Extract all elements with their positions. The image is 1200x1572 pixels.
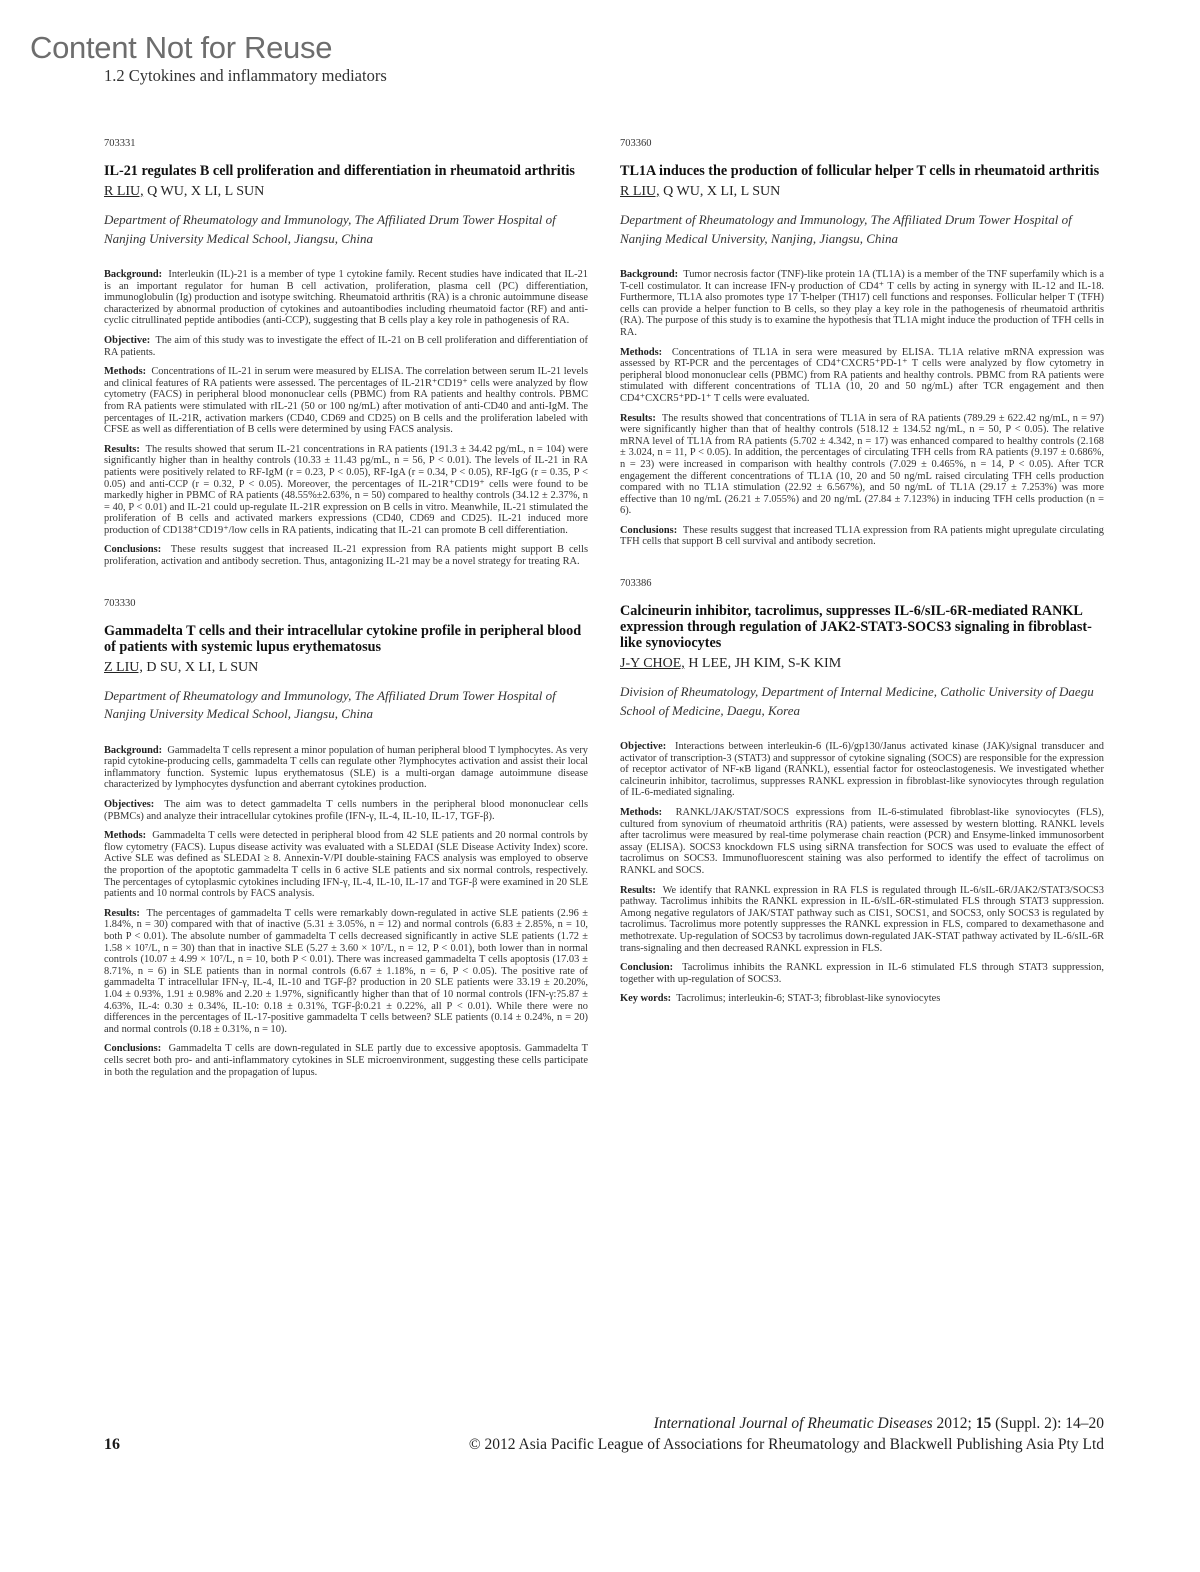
presenting-author: Z LIU,	[104, 659, 143, 675]
co-authors: D SU, X LI, L SUN	[142, 659, 259, 675]
paragraph-conclusions: Conclusions: Gammadelta T cells are down-regulated in SLE partly due to excessive apoptosis. Gammadelta T cells secret both pro- and anti-inflammatory cytokines in SLE microenvironment, suggesting these cells participate in both the regulation and the propagation of lupus.	[104, 1043, 588, 1078]
abstract-authors	[104, 660, 588, 676]
section-header: 1.2 Cytokines and inflammatory mediators	[104, 66, 387, 85]
abstract-title: IL-21 regulates B cell proliferation and differentiation in rheumatoid arthritis	[104, 163, 575, 179]
paragraph-objectives: Objectives: The aim was to detect gammadelta T cells numbers in the peripheral blood mononuclear cells (PBMCs) and analyze their intracellular cytokines profile (IFN-γ, IL-4, IL-10, IL-17, TGF-β).	[104, 799, 588, 822]
watermark: Content Not for Reuse	[30, 30, 333, 65]
paragraph-conclusion: Conclusion: Tacrolimus inhibits the RANKL expression in IL-6 stimulated FLS through STAT3 suppression, together with up-regulation of SOCS3.	[620, 962, 1105, 985]
right-column	[620, 138, 1104, 1013]
paragraph-results: Results: The results showed that concentrations of TL1A in sera of RA patients (789.29 ± 622.42 ng/mL, n = 97) were significantly higher than that of healthy controls (518.12 ± 134.52 ng/mL, n = 50, P < 0.05). The relative mRNA level of TL1A from RA patients (5.702 ± 4.342, n = 17) was enhanced compared to healthy controls (2.168 ± 3.024, n = 11, P < 0.05). In addition, the percentages of circulating TFH cells from RA patients (9.197 ± 0.686%, n = 23) were increased in comparison with healthy controls (7.029 ± 0.465%, n = 14, P < 0.05). After TCR engagement the different concentrations of TL1A (10, 20 and 50 ng/mL raised circulating TFH cells production compared with no TL1A stimulation (22.92 ± 6.567%), and 50 ng/mL of TL1A (29.17 ± 7.253%) was more effective than 10 ng/mL (26.21 ± 7.055%) and 20 ng/mL (27.84 ± 7.123%) in inducing TFH cells production (n = 6).	[620, 412, 1104, 517]
presenting-author: R LIU,	[104, 184, 144, 199]
co-authors: Q WU, X LI, L SUN	[659, 184, 781, 199]
paragraph-conclusions: Conclusions: These results suggest that increased TL1A expression from RA patients might upregulate circulating TFH cells that support B cell survival and antibody secretion.	[620, 524, 1104, 548]
paragraph-background: Background: Gammadelta T cells represent a minor population of human peripheral blood T lymphocytes. As very rapid cytokine-producing cells, gammadelta T cells can regulate other ?lymphocytes activation and assist their local inflammatory function. Systemic lupus erythematosus (SLE) is a multi-organ damage autoimmune disease characterized by lymphocytes dysfunction and aberrant cytokines production.	[104, 744, 588, 791]
paragraph-conclusions: Conclusions: These results suggest that increased IL-21 expression from RA patients might support B cells proliferation, activation and antibody secretion. Thus, antagonizing IL-21 may be a novel strategy for treating RA.	[104, 544, 588, 568]
paragraph-results: Results: The percentages of gammadelta T cells were remarkably down-regulated in active SLE patients (2.96 ± 1.84%, n = 30) compared with that of inactive (5.31 ± 3.05%, n = 12) and normal controls (6.83 ± 2.85%, n = 10, both P < 0.01). The absolute number of gammadelta T cells decreased significantly in active SLE patients (1.72 ± 1.58 × 10⁷/L, n = 30) than that in inactive SLE (5.27 ± 3.60 × 10⁷/L, n = 12, P < 0.01), both lower than in normal controls (10.07 ± 4.99 × 10⁷/L, n = 10, both P < 0.01). There was increased gammadelta T cells apoptosis (17.03 ± 8.71%, n = 6) in SLE patients than in normal controls (6.67 ± 1.18%, n = 6, P < 0.05). The positive rate of gammadelta T intracellular IFN-γ, IL-4, IL-10 and TGF-β? production in 20 SLE patients were 33.19 ± 20.20%, 1.04 ± 0.93%, 1.91 ± 0.98% and 2.20 ± 1.97%, significantly higher than that of 10 normal controls (IFN-γ:?5.87 ± 4.63%, IL-4: 0.30 ± 0.34%, IL-10: 0.18 ± 0.31%, TGF-β:0.21 ± 0.22%, all P < 0.01). While there were no differences in the percentages of IL-17-positive gammadelta T cells between? SLE patients (0.14 ± 0.24%, n = 20) and normal controls (0.18 ± 0.31%, n = 10).	[104, 907, 589, 1035]
paragraph-background: Background: Tumor necrosis factor (TNF)-like protein 1A (TL1A) is a member of the TNF superfamily which is a T-cell costimulator. It can increase IFN-γ production of CD4⁺ T cells by acting in synergy with IL-12 and IL-18. Furthermore, TL1A also promotes type 17 T-helper (TH17) cell functions and responses. Follicular helper T (TFH) cells can provide a helper function to B cells, so they play a key role in the pathogenesis of rheumatoid arthritis (RA). The purpose of this study is to examine the hypothesis that TL1A might induce the production of TFH cells in RA.	[620, 269, 1105, 338]
paragraph-results: Results: The results showed that serum IL-21 concentrations in RA patients (191.3 ± 34.42 pg/mL, n = 104) were significantly higher than in healthy controls (10.33 ± 11.43 pg/mL, n = 56, P < 0.01). The levels of IL-21 in RA patients were positively related to RF-IgM (r = 0.23, P < 0.05), RF-IgA (r = 0.34, P < 0.05), RF-IgG (r = 0.35, P < 0.05) and anti-CCP (r = 0.32, P < 0.05). Moreover, the percentages of IL-21R⁺CD19⁺ cells were found to be markedly higher in PBMC of RA patients (48.55%±2.63%, n = 50) compared to healthy controls (34.12 ± 2.37%, n = 40, P < 0.01) and IL-21 could up-regulate IL-21R expression on B cells in vitro. Meanwhile, IL-21 stimulated the proliferation of B cells and activated markers expressions (CD40, CD69 and CD25). IL-21 induced more production of CD138⁺CD19⁺/low cells in RA patients, indicating that IL-21 can promote B cell differentiation.	[104, 443, 588, 536]
abstract-authors	[104, 184, 588, 200]
paragraph-objective: Objective: The aim of this study was to investigate the effect of IL-21 on B cell proliferation and differentiation of RA patients.	[104, 334, 589, 358]
paragraph-methods: Methods: Gammadelta T cells were detected in peripheral blood from 42 SLE patients and 20 normal controls by flow cytometry (FACS). Lupus disease activity was evaluated with a SLEDAI (SLE Disease Activity Index) score. Active SLE was defined as SLEDAI ≥ 8. Annexin-V/PI double-staining FACS analysis was employed to observe the proportion of the apoptotic gammadelta T cells in 6 active SLE patients and six normal controls, respectively. The percentages of cytoplasmic cytokines including IFN-γ, IL-4, IL-10, IL-17 and TGF-β were examined in 20 SLE patients and 10 normal controls by FACS analysis.	[104, 830, 588, 900]
page-number: 16	[104, 1436, 120, 1453]
abstract-affiliation: Department of Rheumatology and Immunology, The Affiliated Drum Tower Hospital of Nanjing Medical University, Nanjing, Jiangsu, China	[620, 212, 1072, 246]
co-authors: H LEE, JH KIM, S-K KIM	[684, 656, 842, 672]
co-authors: Q WU, X LI, L SUN	[143, 184, 265, 199]
abstract-id: 703330	[104, 597, 136, 609]
abstract-authors	[620, 656, 1104, 672]
abstract-id: 703360	[620, 138, 652, 149]
paragraph-methods: Methods: RANKL/JAK/STAT/SOCS expressions from IL-6-stimulated fibroblast-like synoviocytes (FLS), cultured from synovium of rheumatoid arthritis (RA) patients, were assessed by western blotting. RANKL levels after tacrolimus were measured by real-time polymerase chain reaction (PCR) and Ensyme-linked immunosorbent assay (ELISA). SOCS3 knockdown FLS using siRNA transfection for SOCS was used to evaluate the effect of tacrolimus on SOCS3. Immunofluorescent staining was also performed to identify the effect of tacrolimus on RANKL and SOCS.	[620, 807, 1104, 876]
abstract-title: Gammadelta T cells and their intracellular cytokine profile in peripheral blood of patients with systemic lupus erythematosus	[104, 622, 582, 655]
abstract-703330	[104, 598, 588, 1078]
abstract-affiliation: Department of Rheumatology and Immunology, The Affiliated Drum Tower Hospital of Nanjing University Medical School, Jiangsu, China	[104, 212, 556, 246]
abstract-title: Calcineurin inhibitor, tacrolimus, suppresses IL-6/sIL-6R-mediated RANKL expression through regulation of JAK2-STAT3-SOCS3 signaling in fibroblast-like synoviocytes	[620, 603, 1092, 652]
journal-citation: International Journal of Rheumatic Diseases 2012; 15 (Suppl. 2): 14–20	[653, 1415, 1104, 1432]
abstract-id: 703331	[104, 138, 136, 149]
presenting-author: J-Y CHOE,	[620, 656, 685, 672]
left-column	[104, 138, 588, 1086]
paragraph-methods: Methods: Concentrations of IL-21 in serum were measured by ELISA. The correlation between serum IL-21 levels and clinical features of RA patients were assessed. The percentages of IL-21R⁺CD19⁺ cells were analyzed by flow cytometry (FACS) in peripheral blood mononuclear cells (PBMC) from RA patients and healthy controls. PBMC from RA patients were stimulated with rIL-21 (50 or 100 ng/mL) after motivation of anti-CD40 and anti-IgM. The percentages of IL-21R, activation markers (CD40, CD69 and CD25) on B cells and the proliferation labeled with CFSE as well as differentiation of B cells were determined by using FACS analysis.	[104, 366, 588, 436]
abstract-703386	[620, 578, 1104, 1005]
paragraph-keywords: Key words: Tacrolimus; interleukin-6; STAT-3; fibroblast-like synoviocytes	[620, 993, 941, 1005]
abstract-title: TL1A induces the production of follicular helper T cells in rheumatoid arthritis	[620, 163, 1100, 179]
paragraph-background: Background: Interleukin (IL)-21 is a member of type 1 cytokine family. Recent studies have indicated that IL-21 is an important regulator for human B cell activation, proliferation, plasma cell (PC) differentiation, immunoglobulin (Ig) production and isotype switching. Rheumatoid arthritis (RA) is a chronic autoimmune disease characterized by abnormal production of cytokines and autoantibodies including rheumatoid factor (RF) and anti-cyclic citrullinated peptide antibodies (anti-CCP), suggesting that B cells play a key role in pathogenesis of RA.	[104, 269, 588, 327]
presenting-author: R LIU,	[620, 184, 660, 199]
abstract-703331	[104, 138, 588, 568]
abstract-703360	[620, 138, 1104, 548]
paragraph-objective: Objective: Interactions between interleukin-6 (IL-6)/gp130/Janus activated kinase (JAK)/signal transducer and activator of transcription-3 (STAT3) and suppressor of cytokine signaling (SOCS) are responsible for the expression of receptor activator of NF-κB ligand (RANKL), essential factor for osteoclastogenesis. We investigated whether calcineurin inhibitor, tacrolimus, suppresses RANKL expression in fibroblast-like synoviocytes through regulation of IL-6-mediated signaling.	[620, 741, 1104, 799]
abstract-id: 703386	[620, 578, 652, 590]
paragraph-results: Results: We identify that RANKL expression in RA FLS is regulated through IL-6/sIL-6R/JAK2/STAT3/SOCS3 pathway. Tacrolimus inhibits the RANKL expression in IL-6/sIL-6R-stimulated FLS through STAT3 suppression. Among negative regulators of JAK/STAT pathway such as CIS1, SOCS1, and SOCS3, only SOCS3 is regulated by tacrolimus. Tacrolimus more potently suppresses the RANKL expression in FLS, compared to dexamethasone and methotrexate. Up-regulation of SOCS3 by tacrolimus down-regulated JAK-STAT pathway activated by IL-6/sIL-6R trans-signaling and then decreased RANKL expression in FLS.	[620, 884, 1104, 954]
abstract-authors	[620, 184, 1104, 200]
abstract-affiliation: Division of Rheumatology, Department of Internal Medicine, Catholic University of Daegu School of Medicine, Daegu, Korea	[620, 684, 1094, 718]
abstract-affiliation: Department of Rheumatology and Immunology, The Affiliated Drum Tower Hospital of Nanjing University Medical School, Jiangsu, China	[104, 687, 556, 722]
paragraph-methods: Methods: Concentrations of TL1A in sera were measured by ELISA. TL1A relative mRNA expression was assessed by RT-PCR and the percentages of CD4⁺CXCR5⁺PD-1⁺ T cells were analyzed by flow cytometry in peripheral blood mononuclear cells (PBMC) from RA patients and healthy controls. PBMC from RA patients were stimulated with different concentrations of TL1A (10, 20 and 50 ng/mL) after TCR engagement and then CD4⁺CXCR5⁺PD-1⁺ T cells were evaluated.	[620, 346, 1104, 404]
copyright-notice: © 2012 Asia Pacific League of Associations for Rheumatology and Blackwell Publishing Asia Pty Ltd	[468, 1436, 1104, 1453]
